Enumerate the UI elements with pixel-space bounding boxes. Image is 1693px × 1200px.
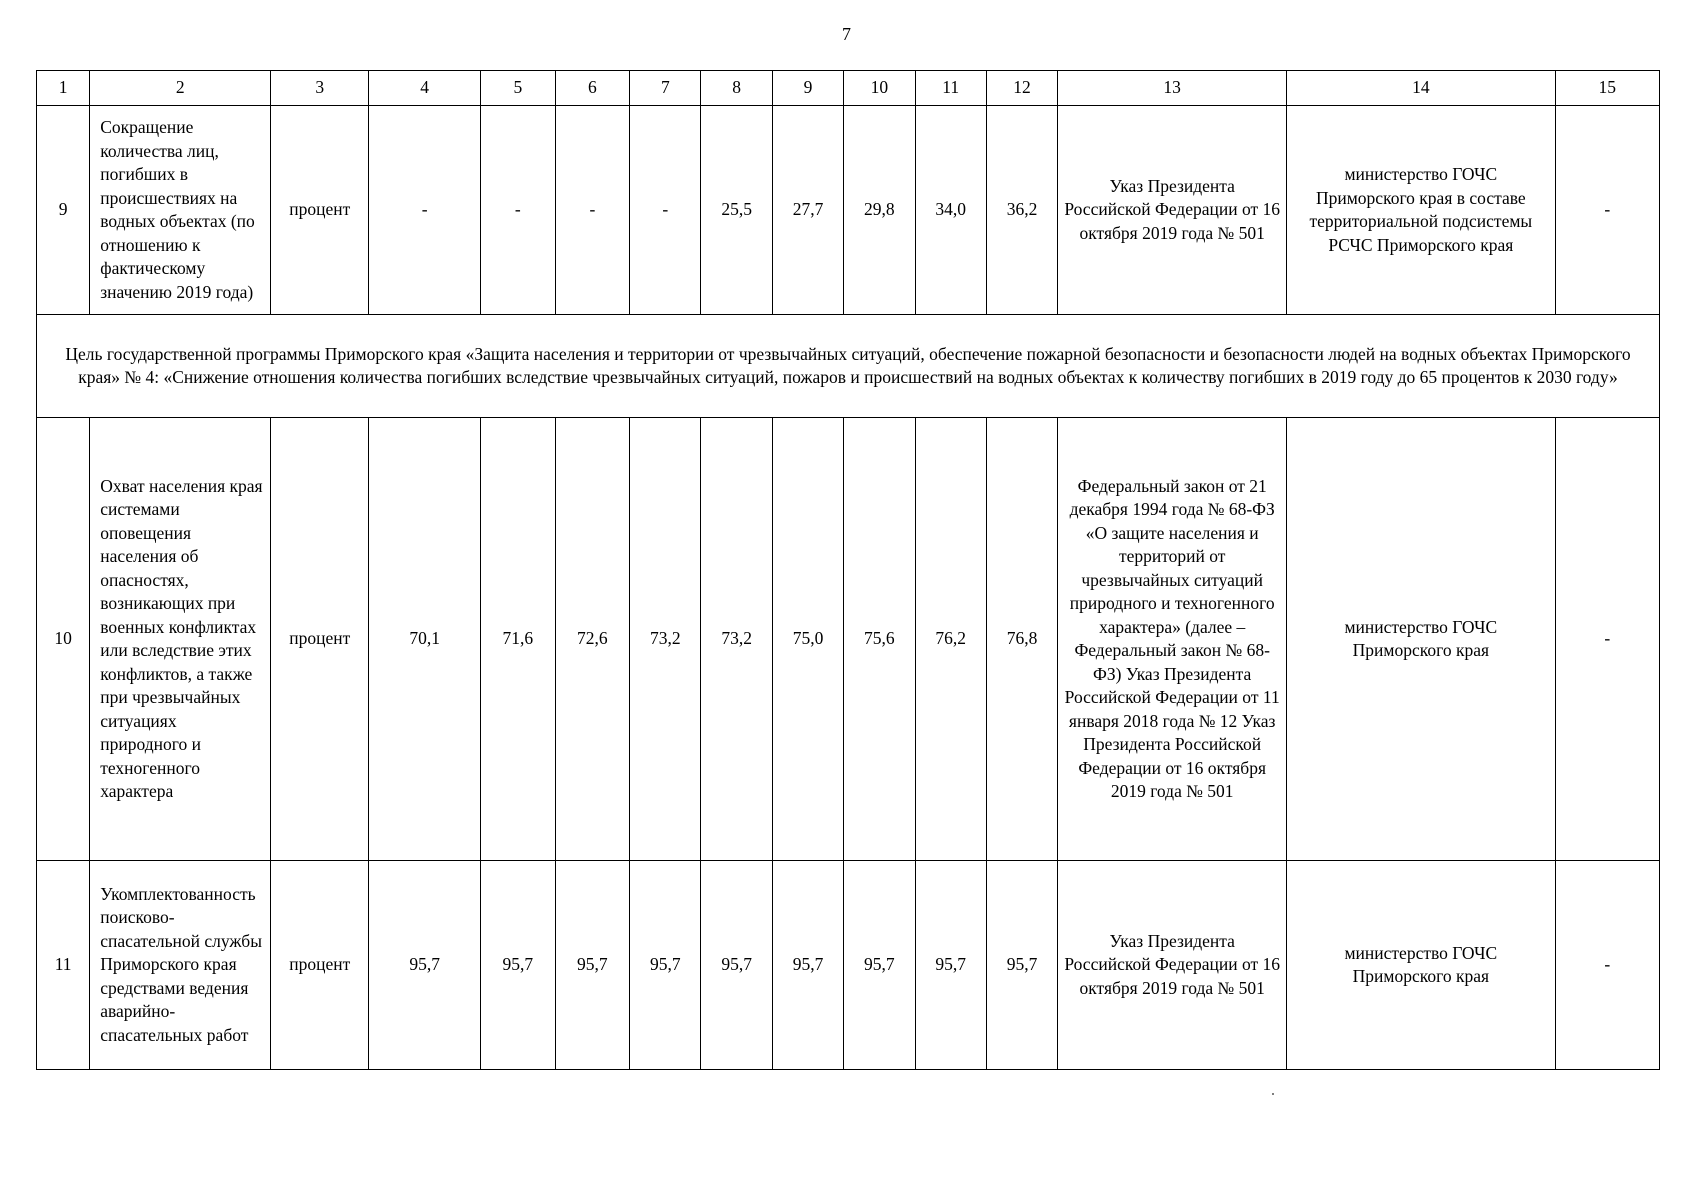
value-cell: 34,0	[915, 106, 986, 315]
column-header: 3	[271, 71, 369, 106]
column-header: 4	[369, 71, 481, 106]
value-cell: 76,2	[915, 418, 986, 861]
program-goal-text: Цель государственной программы Приморского края «Защита населения и территории от чрезвычайных ситуаций, обеспечение пожарной безопасности и безопасности людей на водных объектах Приморского края» № 4: «Снижение отношения количества погибших вследствие чрезвычайных ситуаций, пожаров и происшествий на водных объектах к количеству погибших в 2019 году до 65 процентов к 2030 году»	[37, 315, 1660, 418]
column-15-cell: -	[1555, 861, 1659, 1070]
value-cell: 95,7	[701, 861, 772, 1070]
unit-cell: процент	[271, 861, 369, 1070]
value-cell: 36,2	[986, 106, 1057, 315]
indicator-name: Охват населения края системами оповещения населения об опасностях, возникающих при военных конфликтах или вследствие этих конфликтов, а также при чрезвычайных ситуациях природного и техногенного характера	[90, 418, 271, 861]
column-header: 11	[915, 71, 986, 106]
value-cell: 95,7	[772, 861, 843, 1070]
goal-row	[37, 315, 1660, 418]
value-cell: 71,6	[481, 418, 556, 861]
unit-cell: процент	[271, 418, 369, 861]
row-number: 11	[37, 861, 90, 1070]
value-cell: 75,6	[844, 418, 915, 861]
legal-basis: Федеральный закон от 21 декабря 1994 года № 68-ФЗ «О защите населения и территорий от чрезвычайных ситуаций природного и техногенного характера» (далее – Федеральный закон № 68-ФЗ) Указ Президента Российской Федерации от 11 января 2018 года № 12 Указ Президента Российской Федерации от 16 октября 2019 года № 501	[1058, 418, 1287, 861]
column-header: 10	[844, 71, 915, 106]
column-15-cell: -	[1555, 106, 1659, 315]
unit-cell: процент	[271, 106, 369, 315]
column-header: 8	[701, 71, 772, 106]
value-cell: 95,7	[630, 861, 701, 1070]
value-cell: 29,8	[844, 106, 915, 315]
value-cell: 95,7	[915, 861, 986, 1070]
scan-speck	[1272, 1093, 1274, 1095]
value-cell: 73,2	[701, 418, 772, 861]
legal-basis: Указ Президента Российской Федерации от 16 октября 2019 года № 501	[1058, 861, 1287, 1070]
indicators-table	[36, 70, 1660, 1070]
column-header: 7	[630, 71, 701, 106]
value-cell: 95,7	[844, 861, 915, 1070]
value-cell: -	[555, 106, 630, 315]
page-number: 7	[842, 24, 851, 44]
value-cell: 95,7	[555, 861, 630, 1070]
column-header: 2	[90, 71, 271, 106]
column-header: 1	[37, 71, 90, 106]
column-header: 13	[1058, 71, 1287, 106]
legal-basis: Указ Президента Российской Федерации от 16 октября 2019 года № 501	[1058, 106, 1287, 315]
responsible-body: министерство ГОЧС Приморского края	[1287, 861, 1555, 1070]
value-cell: 95,7	[481, 861, 556, 1070]
column-header: 15	[1555, 71, 1659, 106]
table-row	[37, 418, 1660, 861]
value-cell: 95,7	[986, 861, 1057, 1070]
row-number: 10	[37, 418, 90, 861]
value-cell: 73,2	[630, 418, 701, 861]
table-row	[37, 861, 1660, 1070]
row-number: 9	[37, 106, 90, 315]
responsible-body: министерство ГОЧС Приморского края в составе территориальной подсистемы РСЧС Приморского края	[1287, 106, 1555, 315]
header-row	[37, 71, 1660, 106]
column-header: 5	[481, 71, 556, 106]
column-header: 14	[1287, 71, 1555, 106]
column-header: 12	[986, 71, 1057, 106]
indicator-name: Укомплектованность поисково-спасательной службы Приморского края средствами ведения аварийно-спасательных работ	[90, 861, 271, 1070]
value-cell: -	[369, 106, 481, 315]
responsible-body: министерство ГОЧС Приморского края	[1287, 418, 1555, 861]
value-cell: -	[481, 106, 556, 315]
value-cell: 25,5	[701, 106, 772, 315]
indicator-name: Сокращение количества лиц, погибших в происшествиях на водных объектах (по отношению к фактическому значению 2019 года)	[90, 106, 271, 315]
value-cell: 27,7	[772, 106, 843, 315]
column-15-cell: -	[1555, 418, 1659, 861]
value-cell: 75,0	[772, 418, 843, 861]
column-header: 6	[555, 71, 630, 106]
value-cell: -	[630, 106, 701, 315]
column-header: 9	[772, 71, 843, 106]
value-cell: 70,1	[369, 418, 481, 861]
value-cell: 72,6	[555, 418, 630, 861]
value-cell: 76,8	[986, 418, 1057, 861]
value-cell: 95,7	[369, 861, 481, 1070]
table-row	[37, 106, 1660, 315]
